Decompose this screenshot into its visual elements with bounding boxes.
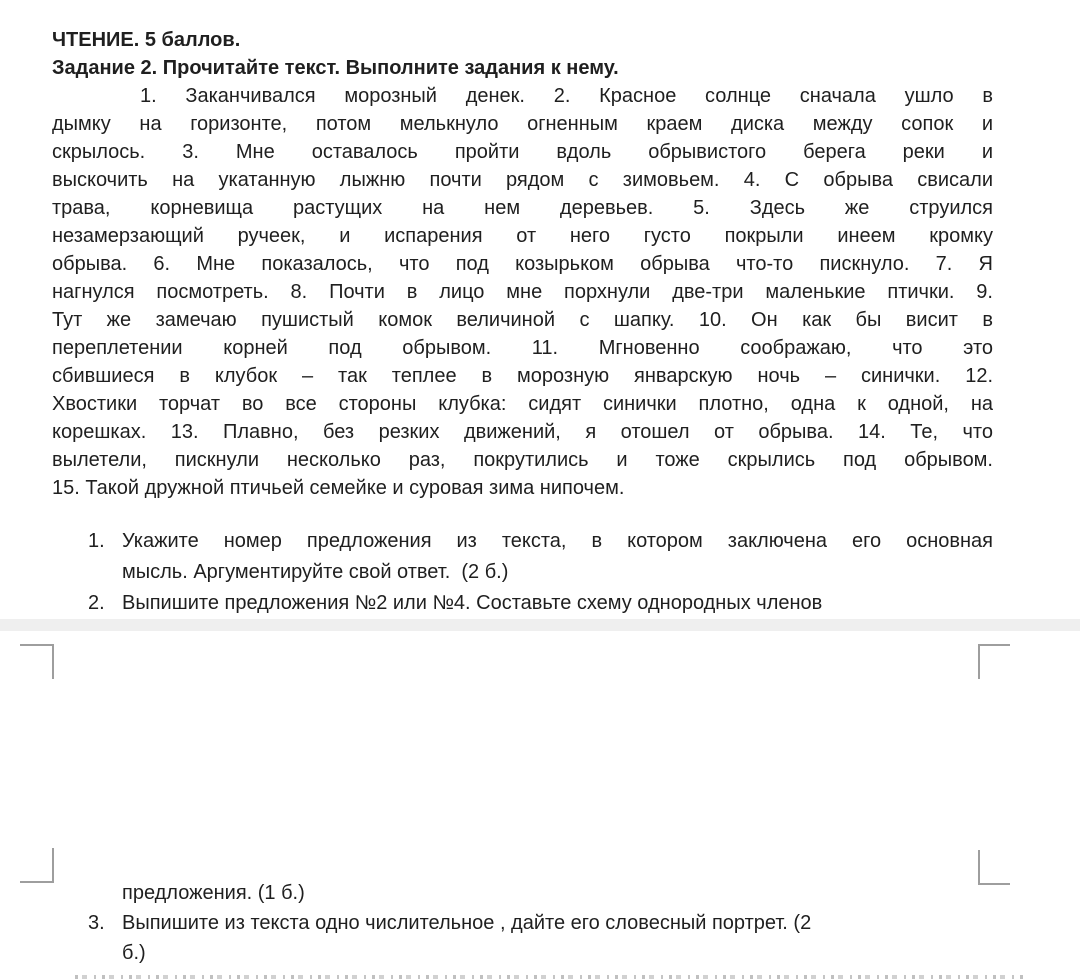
passage-line: выскочить на укатанную лыжню почти рядом с зимовьем. 4. С обрыва свисали: [52, 169, 993, 191]
passage-line: трава, корневища растущих на нем деревьев. 5. Здесь же струился: [52, 197, 993, 219]
task-3-continuation-line: б.): [122, 942, 146, 964]
passage-line: нагнулся посмотреть. 8. Почти в лицо мне порхнули две-три маленькие птички. 9.: [52, 281, 993, 303]
task-item-3: [88, 908, 993, 938]
task-line: Выпишите предложения №2 или №4. Составьте схему однородных членов: [122, 592, 823, 614]
crop-mark-top-right: [978, 644, 1010, 679]
passage-line: переплетении корней под обрывом. 11. Мгновенно соображаю, что это: [52, 337, 993, 359]
task-list: [52, 526, 993, 619]
passage-line: 1. Заканчивался морозный денек. 2. Красное солнце сначала ушло в: [140, 85, 993, 107]
task-text: [122, 588, 993, 619]
passage-line: скрылось. 3. Мне оставалось пройти вдоль обрывистого берега реки и: [52, 141, 993, 163]
task-line: мысль. Аргументируйте свой ответ. (2 б.): [122, 561, 509, 583]
passage-line: корешках. 13. Плавно, без резких движений, я отошел от обрыва. 14. Те, что: [52, 421, 993, 443]
crop-mark-top-left: [20, 644, 54, 679]
crop-mark-bottom-left: [20, 848, 54, 883]
task-number: 2.: [88, 592, 105, 614]
passage-line: сбившиеся в клубок – так теплее в морозную январскую ночь – синички. 12.: [52, 365, 993, 387]
passage-line: Хвостики торчат во все стороны клубка: сидят синички плотно, одна к одной, на: [52, 393, 993, 415]
task-text: [122, 908, 993, 938]
task-line: Укажите номер предложения из текста, в котором заключена его основная: [122, 530, 993, 552]
task-number: 1.: [88, 530, 105, 552]
passage-line: 15. Такой дружной птичьей семейке и суровая зима нипочем.: [52, 477, 625, 499]
passage-line: дымку на горизонте, потом мелькнуло огненным краем диска между сопок и: [52, 113, 993, 135]
task-item-1: [88, 526, 993, 588]
passage-line: незамерзающий ручеек, и испарения от него густо покрыли инеем кромку: [52, 225, 993, 247]
passage-line: Тут же замечаю пушистый комок величиной с шапку. 10. Он как бы висит в: [52, 309, 993, 331]
passage-line: вылетели, пискнули несколько раз, покрутились и тоже скрылись под обрывом.: [52, 449, 993, 471]
task-text: [122, 526, 993, 588]
section-title: ЧТЕНИЕ. 5 баллов.: [52, 29, 241, 51]
task-2-continuation-line: предложения. (1 б.): [122, 882, 305, 904]
task-instruction-heading: Задание 2. Прочитайте текст. Выполните задания к нему.: [52, 57, 619, 79]
reading-passage: [52, 82, 993, 502]
task-number: 3.: [88, 912, 105, 934]
task-line: Выпишите из текста одно числительное , дайте его словесный портрет. (2: [122, 912, 812, 934]
task-item-2: [88, 588, 993, 619]
passage-line: обрыва. 6. Мне показалось, что под козырьком обрыва что-то пискнуло. 7. Я: [52, 253, 993, 275]
page-break-band: [0, 619, 1080, 631]
clipped-next-text-line: [75, 975, 1025, 979]
next-page-content: [52, 878, 993, 968]
